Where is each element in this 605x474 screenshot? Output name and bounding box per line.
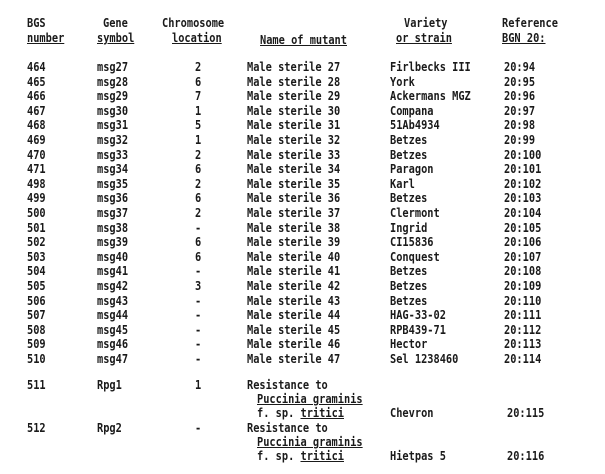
- cell-mutant-line1: Resistance to: [247, 378, 328, 392]
- cell-bgs: 468: [27, 118, 46, 132]
- header-chrom-line1: Chromosome: [162, 16, 225, 30]
- cell-bgs: 511: [27, 378, 46, 392]
- cell-bgs: 508: [27, 323, 46, 337]
- cell-mutant: Male sterile 29: [247, 89, 341, 103]
- cell-chrom: 6: [195, 191, 202, 205]
- cell-variety: Betzes: [390, 279, 428, 293]
- cell-mutant: Male sterile 44: [247, 308, 341, 322]
- cell-mutant: Male sterile 45: [247, 323, 341, 337]
- cell-variety: Betzes: [390, 191, 428, 205]
- cell-gene: msg31: [97, 118, 129, 132]
- cell-bgs: 471: [27, 162, 46, 176]
- cell-bgs: 504: [27, 264, 46, 278]
- forma-prefix: f. sp.: [257, 406, 301, 420]
- cell-ref: 20:104: [504, 206, 542, 220]
- cell-variety: Firlbecks III: [390, 60, 471, 74]
- cell-ref: 20:110: [504, 294, 542, 308]
- cell-mutant: Male sterile 30: [247, 104, 341, 118]
- cell-chrom: 1: [195, 378, 202, 392]
- cell-mutant: Male sterile 35: [247, 177, 341, 191]
- header-chrom-line2: location: [172, 31, 222, 45]
- header-bgs-line1: BGS: [27, 16, 46, 30]
- cell-ref: 20:109: [504, 279, 542, 293]
- header-mutant: Name of mutant: [260, 33, 347, 47]
- cell-variety: Betzes: [390, 294, 428, 308]
- cell-chrom: -: [195, 264, 202, 278]
- cell-bgs: 465: [27, 75, 46, 89]
- header-reference-line2: BGN 20:: [502, 31, 546, 45]
- cell-bgs: 501: [27, 221, 46, 235]
- header-bgs-line2: number: [27, 31, 65, 45]
- cell-variety: Conquest: [390, 250, 440, 264]
- cell-ref: 20:113: [504, 337, 542, 351]
- cell-ref: 20:94: [504, 60, 536, 74]
- cell-variety: Paragon: [390, 162, 434, 176]
- cell-ref: 20:99: [504, 133, 536, 147]
- cell-ref: 20:105: [504, 221, 542, 235]
- cell-chrom: -: [195, 294, 202, 308]
- cell-gene: msg29: [97, 89, 129, 103]
- cell-mutant: Male sterile 40: [247, 250, 341, 264]
- cell-mutant: Male sterile 27: [247, 60, 341, 74]
- cell-ref: 20:98: [504, 118, 536, 132]
- cell-ref: 20:103: [504, 191, 542, 205]
- cell-chrom: 5: [195, 118, 202, 132]
- cell-gene: Rpg2: [97, 421, 122, 435]
- cell-bgs: 467: [27, 104, 46, 118]
- cell-ref: 20:112: [504, 323, 542, 337]
- cell-variety: Betzes: [390, 264, 428, 278]
- cell-bgs: 469: [27, 133, 46, 147]
- cell-chrom: 1: [195, 104, 202, 118]
- header-variety-line1: Variety: [404, 16, 448, 30]
- cell-mutant: Male sterile 38: [247, 221, 341, 235]
- cell-chrom: 7: [195, 89, 202, 103]
- cell-gene: msg27: [97, 60, 129, 74]
- cell-gene: msg45: [97, 323, 129, 337]
- cell-mutant: Male sterile 41: [247, 264, 341, 278]
- cell-mutant: Male sterile 36: [247, 191, 341, 205]
- cell-mutant: Male sterile 43: [247, 294, 341, 308]
- cell-gene: msg42: [97, 279, 129, 293]
- cell-variety: Ingrid: [390, 221, 428, 235]
- cell-gene: msg46: [97, 337, 129, 351]
- cell-chrom: 2: [195, 177, 202, 191]
- cell-chrom: 2: [195, 148, 202, 162]
- cell-mutant-forma: [257, 406, 344, 420]
- header-reference-line1: Reference: [502, 16, 558, 30]
- cell-ref: 20:108: [504, 264, 542, 278]
- cell-variety: Betzes: [390, 133, 428, 147]
- header-variety-line2: or strain: [396, 31, 452, 45]
- cell-ref: 20:116: [507, 449, 545, 463]
- cell-gene: msg32: [97, 133, 129, 147]
- forma-name: tritici: [300, 406, 344, 420]
- cell-gene: msg33: [97, 148, 129, 162]
- cell-gene: msg35: [97, 177, 129, 191]
- cell-gene: Rpg1: [97, 378, 122, 392]
- cell-gene: msg30: [97, 104, 129, 118]
- cell-variety: Karl: [390, 177, 415, 191]
- cell-chrom: 6: [195, 235, 202, 249]
- cell-gene: msg37: [97, 206, 129, 220]
- cell-ref: 20:97: [504, 104, 536, 118]
- cell-mutant: Male sterile 37: [247, 206, 341, 220]
- cell-mutant: Male sterile 32: [247, 133, 341, 147]
- cell-gene: msg47: [97, 352, 129, 366]
- cell-bgs: 498: [27, 177, 46, 191]
- cell-ref: 20:101: [504, 162, 542, 176]
- cell-chrom: -: [195, 323, 202, 337]
- cell-variety: RPB439-71: [390, 323, 446, 337]
- cell-gene: msg28: [97, 75, 129, 89]
- cell-chrom: 2: [195, 206, 202, 220]
- cell-bgs: 505: [27, 279, 46, 293]
- cell-chrom: 3: [195, 279, 202, 293]
- cell-variety: Clermont: [390, 206, 440, 220]
- cell-mutant: Male sterile 39: [247, 235, 341, 249]
- cell-mutant-line1: Resistance to: [247, 421, 328, 435]
- forma-name: tritici: [300, 449, 344, 463]
- cell-chrom: 1: [195, 133, 202, 147]
- cell-variety: Compana: [390, 104, 434, 118]
- cell-ref: 20:114: [504, 352, 542, 366]
- cell-variety: 51Ab4934: [390, 118, 440, 132]
- cell-gene: msg44: [97, 308, 129, 322]
- cell-gene: msg34: [97, 162, 129, 176]
- cell-variety: Chevron: [390, 406, 434, 420]
- cell-chrom: -: [195, 308, 202, 322]
- cell-bgs: 503: [27, 250, 46, 264]
- cell-mutant: Male sterile 34: [247, 162, 341, 176]
- cell-mutant: Male sterile 31: [247, 118, 341, 132]
- cell-variety: Betzes: [390, 148, 428, 162]
- cell-chrom: 2: [195, 60, 202, 74]
- cell-ref: 20:107: [504, 250, 542, 264]
- header-gene-line1: Gene: [103, 16, 128, 30]
- cell-variety: York: [390, 75, 415, 89]
- cell-bgs: 512: [27, 421, 46, 435]
- cell-chrom: -: [195, 221, 202, 235]
- cell-bgs: 510: [27, 352, 46, 366]
- forma-prefix: f. sp.: [257, 449, 301, 463]
- cell-ref: 20:102: [504, 177, 542, 191]
- cell-chrom: -: [195, 352, 202, 366]
- cell-gene: msg41: [97, 264, 129, 278]
- cell-mutant-species: Puccinia graminis: [257, 435, 363, 449]
- cell-chrom: -: [195, 337, 202, 351]
- cell-ref: 20:100: [504, 148, 542, 162]
- cell-ref: 20:111: [504, 308, 542, 322]
- cell-gene: msg38: [97, 221, 129, 235]
- cell-gene: msg40: [97, 250, 129, 264]
- cell-bgs: 470: [27, 148, 46, 162]
- cell-ref: 20:106: [504, 235, 542, 249]
- cell-bgs: 506: [27, 294, 46, 308]
- cell-mutant-forma: [257, 449, 344, 463]
- cell-chrom: -: [195, 421, 202, 435]
- cell-bgs: 499: [27, 191, 46, 205]
- cell-mutant-species: Puccinia graminis: [257, 392, 363, 406]
- cell-ref: 20:115: [507, 406, 545, 420]
- cell-variety: CI15836: [390, 235, 434, 249]
- cell-bgs: 502: [27, 235, 46, 249]
- cell-mutant: Male sterile 42: [247, 279, 341, 293]
- cell-chrom: 6: [195, 75, 202, 89]
- cell-mutant: Male sterile 46: [247, 337, 341, 351]
- cell-gene: msg36: [97, 191, 129, 205]
- cell-bgs: 466: [27, 89, 46, 103]
- cell-bgs: 500: [27, 206, 46, 220]
- cell-variety: Hietpas 5: [390, 449, 446, 463]
- cell-bgs: 509: [27, 337, 46, 351]
- cell-ref: 20:95: [504, 75, 536, 89]
- cell-gene: msg43: [97, 294, 129, 308]
- header-gene-line2: symbol: [97, 31, 135, 45]
- cell-variety: Hector: [390, 337, 428, 351]
- cell-bgs: 464: [27, 60, 46, 74]
- cell-ref: 20:96: [504, 89, 536, 103]
- cell-mutant: Male sterile 33: [247, 148, 341, 162]
- cell-mutant: Male sterile 28: [247, 75, 341, 89]
- cell-bgs: 507: [27, 308, 46, 322]
- cell-chrom: 6: [195, 250, 202, 264]
- cell-gene: msg39: [97, 235, 129, 249]
- cell-chrom: 6: [195, 162, 202, 176]
- cell-variety: Ackermans MGZ: [390, 89, 471, 103]
- cell-mutant: Male sterile 47: [247, 352, 341, 366]
- cell-variety: HAG-33-02: [390, 308, 446, 322]
- cell-variety: Sel 1238460: [390, 352, 459, 366]
